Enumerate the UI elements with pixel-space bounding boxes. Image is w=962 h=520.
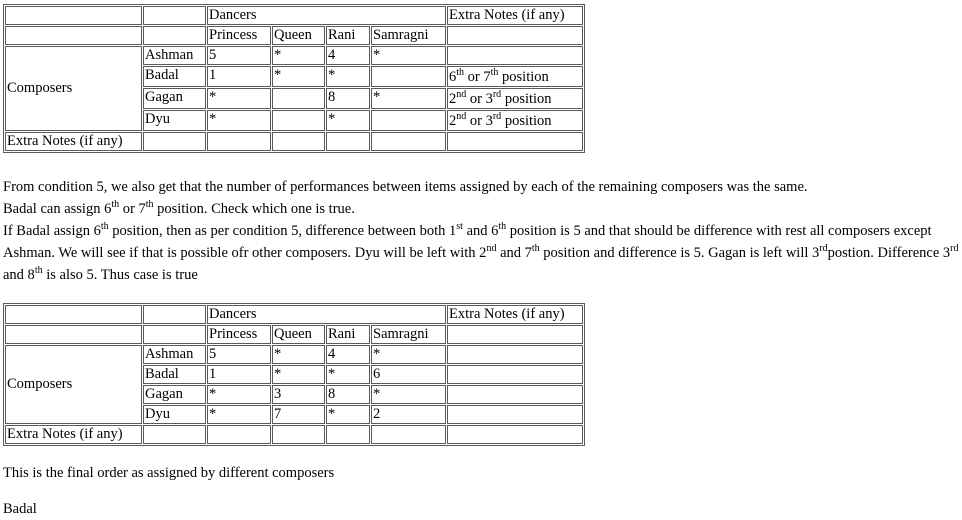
dancer-header: Samragni [371,26,446,45]
empty-cell [272,425,325,444]
table-cell: * [326,66,370,87]
empty-cell [5,325,142,344]
dancer-header: Rani [326,325,370,344]
dancer-header: Queen [272,325,325,344]
table-cell: 6 [371,365,446,384]
empty-cell [447,325,583,344]
composers-label: Composers [5,345,142,424]
table-cell: 7 [272,405,325,424]
table-cell: * [326,110,370,131]
composer-name: Gagan [143,385,206,404]
note-sup: th [456,67,465,78]
empty-cell [326,132,370,151]
note-sup: rd [492,89,502,100]
table-cell: 5 [207,46,271,65]
dancers-header: Dancers [207,305,446,324]
composer-name: Badal [143,66,206,87]
text-sup: rd [950,243,959,254]
note-sup: nd [456,89,467,100]
explanation-paragraph [3,176,961,286]
text-sup: th [498,221,507,232]
dancer-header: Princess [207,26,271,45]
note-sup: rd [492,111,502,122]
empty-cell [5,26,142,45]
final-order-sentence: This is the final order as assigned by different composers [3,465,335,481]
empty-cell [447,132,583,151]
table-cell: 5 [207,345,271,364]
table-cell: * [207,405,271,424]
text-fragment: If Badal assign 6 [3,223,101,239]
empty-cell [447,26,583,45]
note-cell [447,365,583,384]
empty-cell [143,26,206,45]
table-cell: * [326,405,370,424]
dancers-header: Dancers [207,6,446,25]
note-text: 2 [449,91,457,107]
note-text: position [498,69,549,85]
empty-cell [143,325,206,344]
note-cell [447,88,583,109]
assignment-table-final [3,303,585,446]
text-sup: nd [486,243,497,254]
text-fragment: and 8 [3,267,35,283]
answer-text: Badal [3,501,37,517]
table-cell: * [207,88,271,109]
empty-cell [143,132,206,151]
extra-notes-header: Extra Notes (if any) [447,6,583,25]
table-cell: * [207,385,271,404]
empty-cell [272,132,325,151]
text-fragment: position is 5 and that should be difference with rest all composers except Ashman. We will see if that is possible ofr other composers. Dyu will be left with 2 [3,223,932,261]
text-fragment: or 7 [119,201,146,217]
table-cell: 3 [272,385,325,404]
table-cell [371,66,446,87]
note-text: 2 [449,113,457,129]
note-text: or 7 [464,69,491,85]
table-cell: 1 [207,66,271,87]
note-cell [447,46,583,65]
text-fragment: is also 5. Thus case is true [42,267,198,283]
note-cell [447,110,583,131]
table-cell: 2 [371,405,446,424]
text-sup: th [111,199,120,210]
composer-name: Dyu [143,110,206,131]
composer-name: Badal [143,365,206,384]
table-cell: * [272,345,325,364]
table-cell: * [371,385,446,404]
text-sup: th [100,221,109,232]
text-sup: th [145,199,154,210]
table-cell: 8 [326,88,370,109]
text-sup: st [456,221,463,232]
empty-cell [326,425,370,444]
composers-label: Composers [5,46,142,131]
composer-name: Gagan [143,88,206,109]
text-sup: rd [819,243,828,254]
extra-notes-row-label: Extra Notes (if any) [5,132,142,151]
note-cell [447,405,583,424]
corner-cell [5,305,142,324]
extra-notes-row-label: Extra Notes (if any) [5,425,142,444]
table-cell: 1 [207,365,271,384]
note-text: position [501,113,552,129]
table-cell: * [326,365,370,384]
table-cell: * [272,66,325,87]
note-cell [447,385,583,404]
note-text: or 3 [466,113,493,129]
text-sup: th [531,243,540,254]
text-sup: th [34,265,43,276]
corner-cell [143,6,206,25]
dancer-header: Princess [207,325,271,344]
dancer-header: Rani [326,26,370,45]
empty-cell [143,425,206,444]
empty-cell [447,425,583,444]
table-cell [272,110,325,131]
note-cell [447,345,583,364]
table-cell: 4 [326,345,370,364]
table-cell: * [207,110,271,131]
dancer-header: Samragni [371,325,446,344]
corner-cell [143,305,206,324]
note-text: position [501,91,552,107]
table-cell: * [371,88,446,109]
composer-name: Dyu [143,405,206,424]
text-fragment: Badal can assign 6 [3,201,112,217]
empty-cell [371,132,446,151]
dancer-header: Queen [272,26,325,45]
table-cell [371,110,446,131]
note-cell [447,66,583,87]
empty-cell [207,132,271,151]
table-cell: * [272,46,325,65]
table-cell [272,88,325,109]
note-sup: th [490,67,499,78]
note-text: 6 [449,69,457,85]
table-cell: * [371,345,446,364]
text-fragment: and 6 [462,223,499,239]
text-fragment: position and difference is 5. Gagan is left will 3 [539,245,820,261]
text-fragment: position, then as per condition 5, difference between both 1 [108,223,457,239]
text-fragment: and 7 [496,245,532,261]
table-cell: 8 [326,385,370,404]
text-fragment: postion. Difference 3 [827,245,951,261]
table-cell: * [272,365,325,384]
text-line: From condition 5, we also get that the number of performances between items assigned by each of the remaining composers was the same. [3,179,808,195]
table-cell: * [371,46,446,65]
table-cell: 4 [326,46,370,65]
extra-notes-header: Extra Notes (if any) [447,305,583,324]
composer-name: Ashman [143,345,206,364]
empty-cell [371,425,446,444]
composer-name: Ashman [143,46,206,65]
empty-cell [207,425,271,444]
corner-cell [5,6,142,25]
text-fragment: position. Check which one is true. [153,201,355,217]
note-sup: nd [456,111,467,122]
note-text: or 3 [466,91,493,107]
assignment-table-initial [3,4,585,153]
